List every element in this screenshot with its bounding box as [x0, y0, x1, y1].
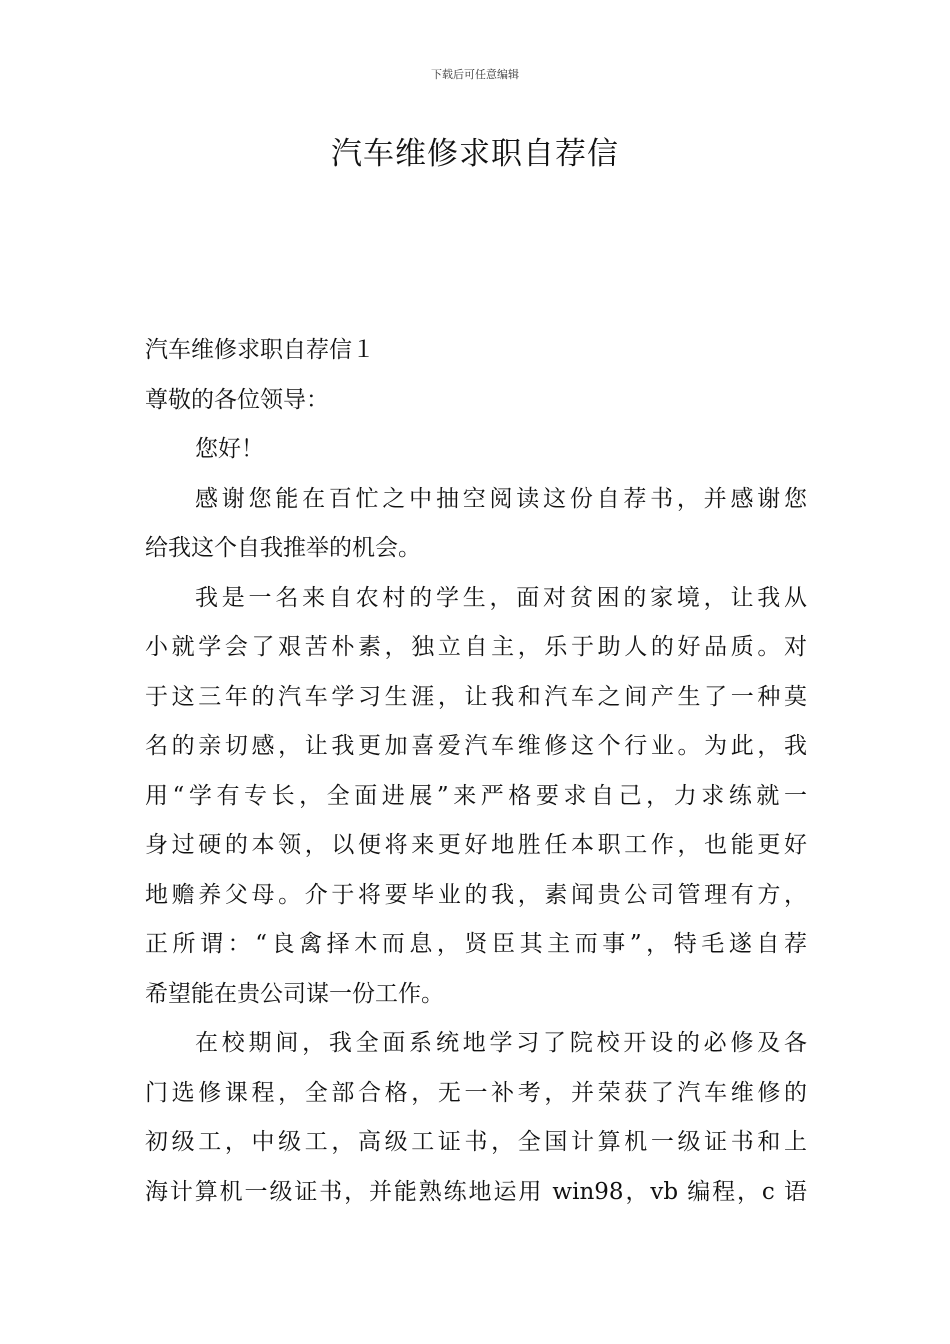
- body-line: 正所谓：“良禽择木而息，贤臣其主而事”，特毛遂自荐: [145, 931, 807, 957]
- body-line: 门选修课程，全部合格，无一补考，并荣获了汽车维修的: [145, 1079, 807, 1106]
- body-line: 初级工，中级工，高级工证书，全国计算机一级证书和上: [145, 1129, 807, 1155]
- body-line: 我是一名来自农村的学生，面对贫困的家境，让我从: [195, 584, 807, 611]
- body-line: 您好！: [195, 436, 264, 462]
- document-body: [145, 326, 807, 1217]
- body-line: 尊敬的各位领导：: [145, 386, 329, 413]
- document-title: 汽车维修求职自荐信: [331, 136, 619, 172]
- body-line: 小就学会了艰苦朴素，独立自主，乐于助人的好品质。对: [145, 634, 807, 660]
- body-line: 于这三年的汽车学习生涯，让我和汽车之间产生了一种莫: [145, 683, 807, 710]
- body-line: 感谢您能在百忙之中抽空阅读这份自荐书，并感谢您: [195, 485, 807, 512]
- body-line: 海计算机一级证书，并能熟练地运用 win98，vb 编程，c 语: [145, 1178, 807, 1205]
- body-line: 希望能在贵公司谋一份工作。: [145, 980, 444, 1007]
- body-line: 名的亲切感，让我更加喜爱汽车维修这个行业。为此，我: [145, 733, 807, 759]
- body-line: 在校期间，我全面系统地学习了院校开设的必修及各: [195, 1030, 807, 1056]
- body-line: 身过硬的本领，以便将来更好地胜任本职工作，也能更好: [145, 832, 807, 858]
- body-line: 给我这个自我推举的机会。: [145, 535, 421, 561]
- body-line: 汽车维修求职自荐信１: [145, 337, 375, 363]
- body-line: 地赡养父母。介于将要毕业的我，素闻贵公司管理有方，: [145, 881, 807, 908]
- header-note: 下载后可任意编辑: [431, 68, 519, 81]
- body-line: 用“学有专长，全面进展”来严格要求自己，力求练就一: [145, 782, 807, 809]
